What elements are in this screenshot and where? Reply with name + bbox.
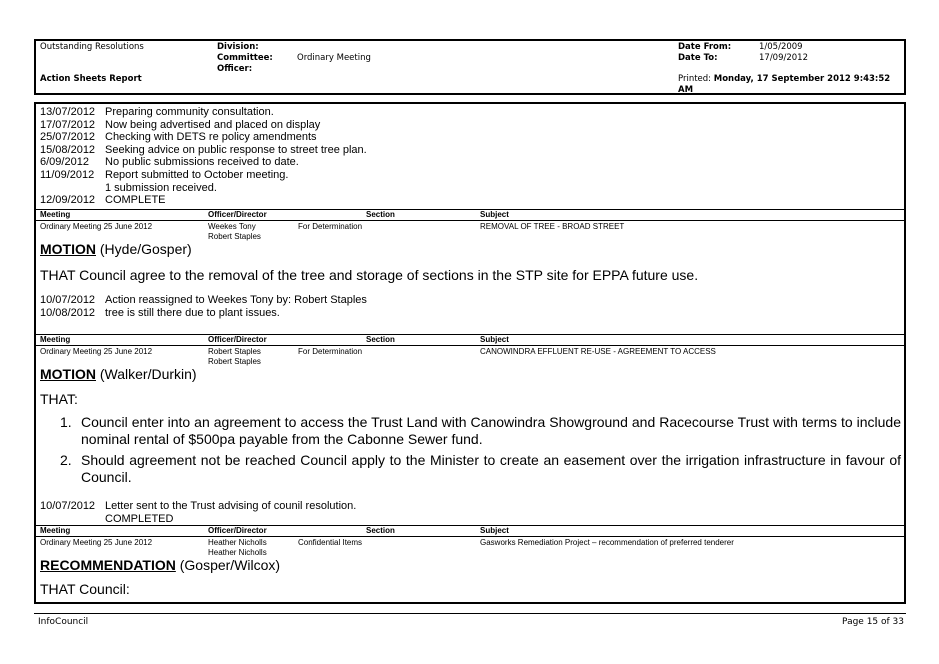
col-subject: Subject <box>480 210 509 219</box>
date-from-label: Date From: <box>678 42 732 52</box>
log-entry: 10/08/2012 tree is still there due to plant issues. <box>40 306 280 319</box>
officer-cell: Robert Staples <box>208 232 261 241</box>
meeting-cell: Ordinary Meeting 25 June 2012 <box>40 222 153 231</box>
officer-cell: Robert Staples <box>208 347 261 356</box>
log-entry: 17/07/2012 Now being advertised and placed on display <box>40 118 321 131</box>
list-number: 1. <box>60 414 72 430</box>
item-log <box>40 500 356 525</box>
date-from-value: 1/05/2009 <box>759 42 803 52</box>
committee-label: Committee: <box>217 53 273 63</box>
printed-value: Monday, 17 September 2012 9:43:52 <box>713 74 891 84</box>
col-meeting: Meeting <box>40 335 71 344</box>
section-cell: For Determination <box>298 222 363 231</box>
resolution-text: THAT Council agree to the removal of the tree and storage of sections in the STP site for EPPA future use. <box>40 267 699 283</box>
officer-cell: Heather Nicholls <box>208 538 267 547</box>
recommendation-movers: (Gosper/Wilcox) <box>179 557 281 573</box>
log-entry: 15/08/2012 Seeking advice on public response to street tree plan. <box>40 143 367 156</box>
printed-label: Printed: <box>678 74 712 84</box>
officer-cell: Robert Staples <box>208 357 261 366</box>
list-item: Council enter into an agreement to access the Trust Land with Canowindra Showground and Racecourse Trust with terms to include nominal rental of $500pa payable from the Cabonne Sewer fund. <box>81 414 901 447</box>
log-entry: 13/07/2012 Preparing community consultation. <box>40 106 274 118</box>
committee-value: Ordinary Meeting <box>297 53 371 63</box>
motion-label: MOTION <box>40 366 96 382</box>
col-officer: Officer/Director <box>208 210 267 219</box>
log-entry: 12/09/2012 COMPLETE <box>40 194 166 207</box>
list-item: Should agreement not be reached Council apply to the Minister to create an easement over the irrigation infrastructure in favour of Council. <box>81 452 901 485</box>
motion-heading <box>40 241 192 257</box>
footer-left: InfoCouncil <box>38 617 89 627</box>
col-subject: Subject <box>480 526 509 535</box>
date-to-value: 17/09/2012 <box>759 53 808 63</box>
meeting-cell: Ordinary Meeting 25 June 2012 <box>40 538 153 547</box>
printed-line <box>678 74 890 84</box>
subject-cell: CANOWINDRA EFFLUENT RE-USE - AGREEMENT TO ACCESS <box>480 347 716 356</box>
item-log <box>40 294 367 319</box>
that-heading: THAT Council: <box>40 581 130 597</box>
motion-movers: (Hyde/Gosper) <box>99 241 192 257</box>
table-header <box>36 209 904 221</box>
table-header <box>36 334 904 346</box>
officer-cell: Weekes Tony <box>208 222 256 231</box>
division-label: Division: <box>217 42 259 52</box>
col-section: Section <box>366 210 395 219</box>
col-subject: Subject <box>480 335 509 344</box>
col-section: Section <box>366 335 395 344</box>
officer-cell: Heather Nicholls <box>208 548 267 557</box>
col-meeting: Meeting <box>40 210 71 219</box>
col-officer: Officer/Director <box>208 335 267 344</box>
log-entry: 10/07/2012 Letter sent to the Trust advising of counil resolution. <box>40 500 357 512</box>
section-cell: Confidential Items <box>298 538 363 547</box>
top-log <box>40 106 367 207</box>
motion-heading <box>40 366 197 382</box>
printed-ampm: AM <box>678 85 694 95</box>
date-to-label: Date To: <box>678 53 718 63</box>
report-header <box>34 39 906 95</box>
table-header <box>36 525 904 537</box>
subject-cell: REMOVAL OF TREE - BROAD STREET <box>480 222 625 231</box>
col-meeting: Meeting <box>40 526 71 535</box>
log-entry: 6/09/2012 No public submissions received to date. <box>40 156 299 169</box>
report-left-title: Outstanding Resolutions <box>40 42 144 52</box>
list-number: 2. <box>60 452 72 468</box>
that-heading: THAT: <box>40 391 78 407</box>
subject-cell: Gasworks Remediation Project – recommendation of preferred tenderer <box>480 538 734 547</box>
motion-label: MOTION <box>40 241 96 257</box>
meeting-cell: Ordinary Meeting 25 June 2012 <box>40 347 153 356</box>
section-cell: For Determination <box>298 347 363 356</box>
recommendation-label: RECOMMENDATION <box>40 557 176 573</box>
footer-rule <box>34 613 906 614</box>
report-name: Action Sheets Report <box>40 74 142 84</box>
action-sheet-body <box>34 102 906 604</box>
recommendation-heading <box>40 557 280 573</box>
log-entry: 10/07/2012 Action reassigned to Weekes Tony by: Robert Staples <box>40 294 367 306</box>
log-entry: 1 submission received. <box>105 181 217 194</box>
col-section: Section <box>366 526 395 535</box>
officer-label: Officer: <box>217 64 253 74</box>
log-entry: COMPLETED <box>105 512 174 525</box>
motion-movers: (Walker/Durkin) <box>99 366 197 382</box>
log-entry: 11/09/2012 Report submitted to October meeting. <box>40 168 289 181</box>
page-number: Page 15 of 33 <box>842 617 904 627</box>
col-officer: Officer/Director <box>208 526 267 535</box>
log-entry: 25/07/2012 Checking with DETS re policy amendments <box>40 131 317 144</box>
